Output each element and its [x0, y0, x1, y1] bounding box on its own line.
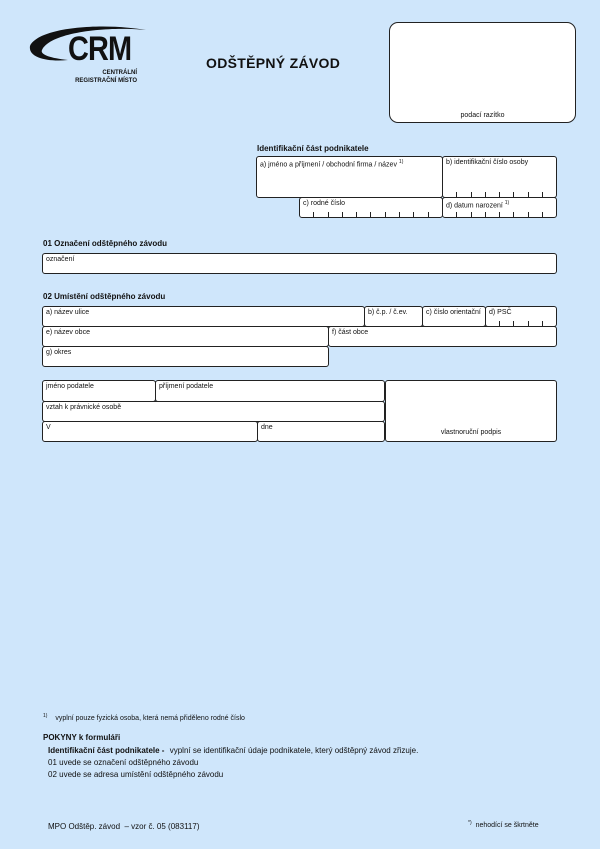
logo-line2: REGISTRAČNÍ MÍSTO [75, 78, 137, 84]
instructions-line2: 02 uvede se adresa umístění odštěpného závodu [48, 770, 224, 779]
last-name-label: příjmení podatele [159, 383, 214, 390]
cp-label: b) č.p. / č.ev. [368, 309, 408, 316]
street-field[interactable] [42, 306, 365, 327]
place-label: V [46, 424, 51, 431]
date-field[interactable] [257, 421, 385, 442]
okres-field[interactable] [42, 346, 329, 367]
footer-form-id: MPO Odštěp. závod – vzor č. 05 (083117) [48, 822, 200, 831]
logo [28, 24, 153, 86]
footnote-mark: 1) [43, 713, 48, 719]
ico-field[interactable] [442, 156, 557, 198]
logo-line1: CENTRÁLNÍ [102, 70, 137, 76]
obec-field[interactable] [42, 326, 329, 347]
footnote-text: vyplní pouze fyzická osoba, která nemá přiděleno rodné číslo [55, 715, 245, 723]
section01-heading: 01 Označení odštěpného závodu [43, 239, 168, 248]
birth-label: d) datum narození [446, 202, 503, 210]
first-name-field[interactable] [42, 380, 156, 402]
footer-note [468, 820, 539, 829]
name-note-mark: 1) [398, 159, 404, 165]
instructions-ident-bold: Identifikační část podnikatele - [48, 746, 165, 755]
cp-field[interactable] [364, 306, 423, 327]
last-name-field[interactable] [155, 380, 385, 402]
place-field[interactable] [42, 421, 258, 442]
stamp-label: podací razítko [460, 112, 505, 119]
birth-ticks [443, 212, 556, 217]
footnote [43, 713, 245, 722]
designation-field[interactable] [42, 253, 557, 274]
rc-field[interactable] [299, 197, 443, 218]
ico-label: b) identifikační číslo osoby [446, 159, 529, 166]
page-title: ODŠTĚPNÝ ZÁVOD [206, 55, 341, 71]
co-field[interactable] [422, 306, 486, 327]
rc-ticks [300, 212, 442, 217]
relation-field[interactable] [42, 401, 385, 422]
cast-field[interactable] [328, 326, 557, 347]
co-label: c) číslo orientační [426, 309, 481, 316]
okres-label: g) okres [46, 349, 72, 356]
date-label: dne [261, 424, 273, 431]
instructions-ident-text: vyplní se identifikační údaje podnikatele, který odštěpný závod zřizuje. [169, 746, 419, 755]
birth-note-mark: 1) [504, 200, 510, 206]
ident-heading: Identifikační část podnikatele [257, 144, 369, 153]
signature-field[interactable] [385, 380, 557, 442]
instructions-heading: POKYNY k formuláři [43, 733, 121, 742]
footer-note-text: nehodící se škrtněte [475, 822, 539, 830]
birth-field[interactable] [442, 197, 557, 218]
name-label: a) jméno a příjmení / obchodní firma / název [260, 161, 397, 169]
name-field[interactable] [256, 156, 443, 198]
instructions-ident [48, 746, 418, 755]
relation-label: vztah k právnické osobě [46, 404, 122, 411]
footer-note-mark: *) [468, 820, 472, 826]
rc-label: c) rodné číslo [303, 200, 346, 207]
designation-label: označení [46, 256, 75, 263]
first-name-label: jméno podatele [46, 383, 94, 390]
stamp-box[interactable] [389, 22, 576, 123]
psc-field[interactable] [485, 306, 557, 327]
street-label: a) název ulice [46, 309, 90, 316]
signature-label: vlastnoruční podpis [440, 429, 502, 436]
cast-label: f) část obce [332, 329, 369, 336]
section02-heading: 02 Umístění odštěpného závodu [43, 292, 166, 301]
logo-brand: CRM [68, 30, 132, 68]
psc-label: d) PSČ [489, 309, 512, 316]
obec-label: e) název obce [46, 329, 90, 336]
instructions-line1: 01 uvede se označení odštěpného závodu [48, 758, 199, 767]
